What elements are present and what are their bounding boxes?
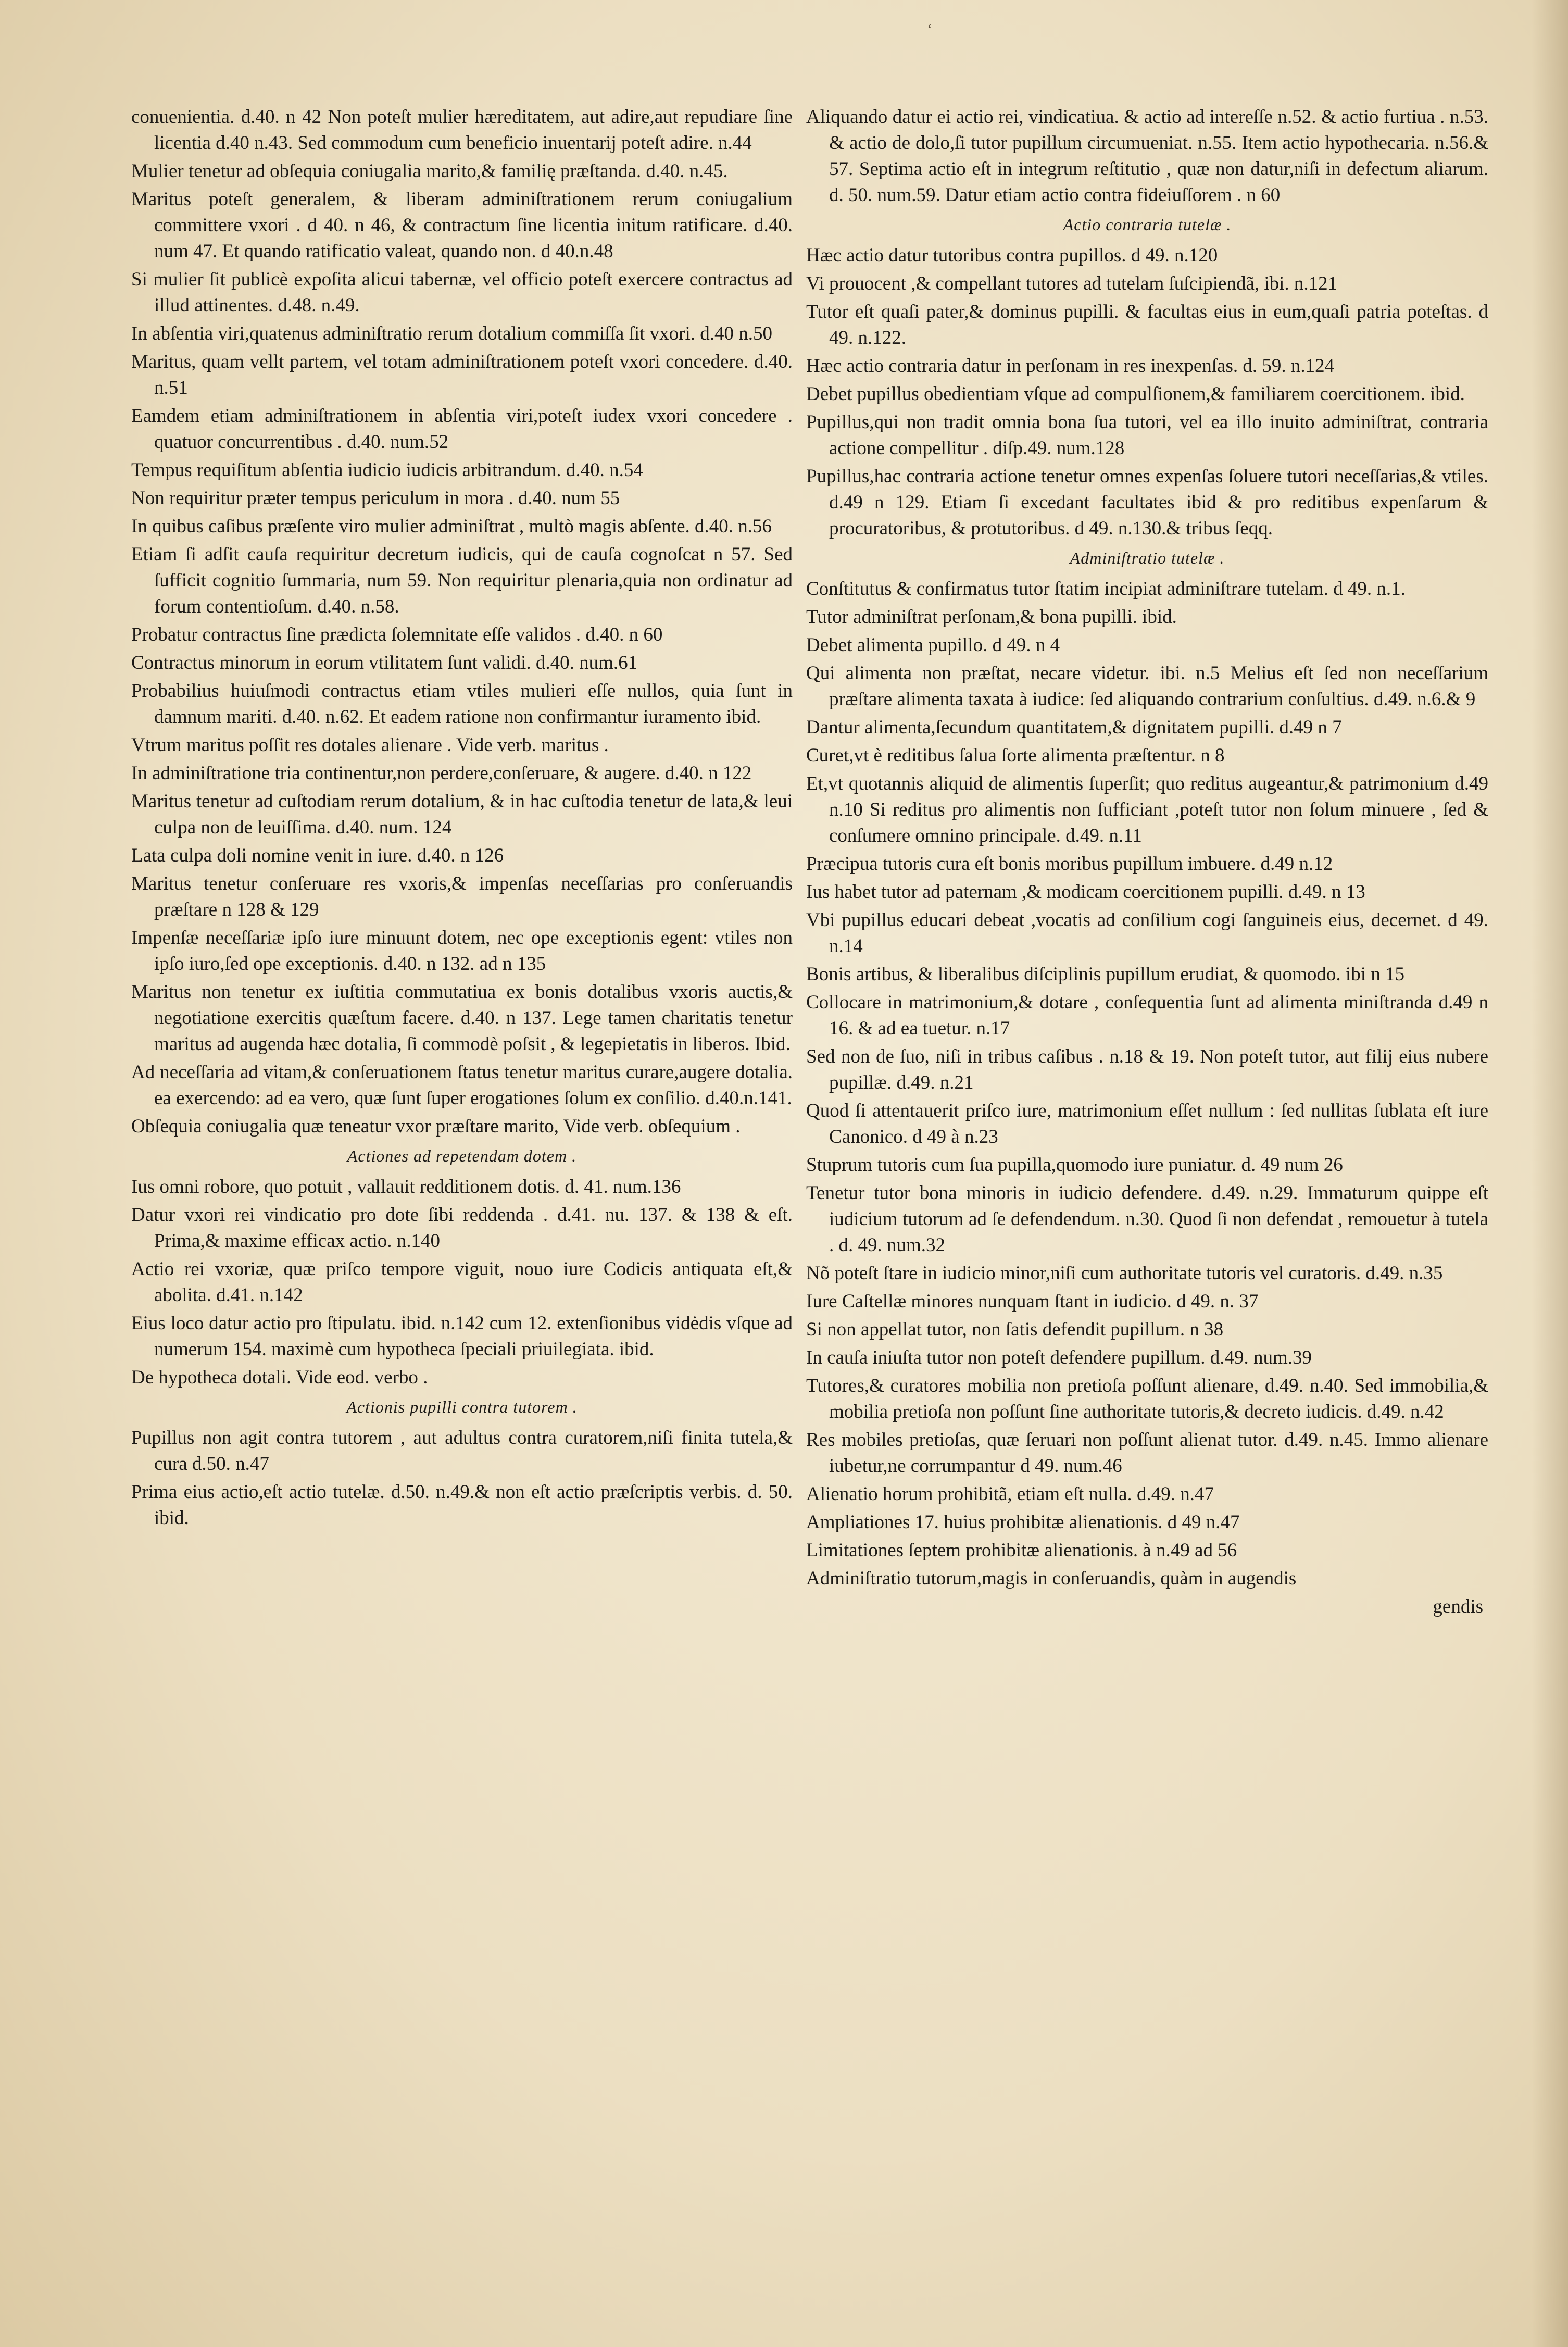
index-entry: Alienatio horum prohibitã, etiam eſt nulla. d.49. n.47 [806, 1483, 1214, 1505]
section-heading: Actionis pupilli contra tutorem . [346, 1397, 578, 1416]
index-entry: Maritus, quam vellt partem, vel totam adminiſtrationem poteſt vxori concedere. d.40. n.51 [131, 351, 793, 398]
index-entry: Iure Caſtellæ minores nunquam ſtant in iudicio. d 49. n. 37 [806, 1291, 1259, 1312]
index-entry: Mulier tenetur ad obſequia coniugalia marito,& familię præſtanda. d.40. n.45. [131, 160, 728, 182]
index-entry: Probatur contractus ſine prædicta ſolemnitate eſſe validos . d.40. n 60 [131, 624, 663, 645]
index-entry: Impenſæ neceſſariæ ipſo iure minuunt dotem, nec ope exceptionis egent: vtiles non ipſo iuro,ſed ope exceptionis. d.40. n 132. ad n 135 [131, 927, 793, 975]
index-entry: Actio rei vxoriæ, quæ priſco tempore viguit, nouo iure Codicis antiquata eſt,& abolita. d.41. n.142 [131, 1258, 793, 1306]
left-column [131, 104, 793, 1533]
catchword: gendis [1433, 1596, 1483, 1617]
index-entry: Dantur alimenta,ſecundum quantitatem,& dignitatem pupilli. d.49 n 7 [806, 717, 1342, 738]
index-entry: Stuprum tutoris cum ſua pupilla,quomodo iure puniatur. d. 49 num 26 [806, 1154, 1343, 1176]
index-entry: Lata culpa doli nomine venit in iure. d.40. n 126 [131, 845, 504, 866]
index-entry: Quod ſi attentauerit priſco iure, matrimonium eſſet nullum : ſed nullitas ſublata eſt iure Canonico. d 49 à n.23 [806, 1100, 1488, 1147]
index-entry: Vi prouocent ,& compellant tutores ad tutelam ſuſcipiendã, ibi. n.121 [806, 273, 1338, 294]
index-entry: conuenientia. d.40. n 42 Non poteſt mulier hæreditatem, aut adire,aut repudiare ſine licentia d.40 n.43. Sed commodum cum beneficio inuentarij poteſt adire. n.44 [131, 106, 793, 154]
section-heading: Actio contraria tutelæ . [1063, 215, 1232, 234]
index-entry: Curet,vt è reditibus ſalua ſorte alimenta præſtentur. n 8 [806, 745, 1225, 766]
index-entry: De hypotheca dotali. Vide eod. verbo . [131, 1367, 428, 1388]
index-entry: In adminiſtratione tria continentur,non perdere,conſeruare, & augere. d.40. n 122 [131, 763, 752, 784]
index-entry: Conſtitutus & confirmatus tutor ſtatim incipiat adminiſtrare tutelam. d 49. n.1. [806, 578, 1406, 600]
index-entry: Si mulier ſit publicè expoſita alicui tabernæ, vel officio poteſt exercere contractus ad illud attinentes. d.48. n.49. [131, 269, 793, 316]
index-entry: Ampliationes 17. huius prohibitæ alienationis. d 49 n.47 [806, 1512, 1240, 1533]
index-entry: In quibus caſibus præſente viro mulier adminiſtrat , multò magis abſente. d.40. n.56 [131, 516, 772, 537]
index-entry: Præcipua tutoris cura eſt bonis moribus pupillum imbuere. d.49 n.12 [806, 853, 1333, 875]
index-entry: Res mobiles pretioſas, quæ ſeruari non poſſunt alienat tutor. d.49. n.45. Immo alienare iubetur,ne corrumpantur d 49. num.46 [806, 1429, 1488, 1477]
index-entry: Etiam ſi adſit cauſa requiritur decretum iudicis, qui de cauſa cognoſcat n 57. Sed ſufficit cognitio ſummaria, num 59. Non requiritur plenaria,quia non ordinatur ad forum contentioſum. d.40. n.58. [131, 544, 793, 617]
index-entry: Probabilius huiuſmodi contractus etiam vtiles mulieri eſſe nullos, quia ſunt in damnum mariti. d.40. n.62. Et eadem ratione non confirmantur iuramento ibid. [131, 680, 793, 728]
index-entry: Tempus requiſitum abſentia iudicio iudicis arbitrandum. d.40. n.54 [131, 459, 643, 481]
index-entry: Hæc actio datur tutoribus contra pupillos. d 49. n.120 [806, 245, 1218, 266]
section-heading: Actiones ad repetendam dotem . [347, 1146, 577, 1165]
index-entry: Debet pupillus obedientiam vſque ad compulſionem,& familiarem coercitionem. ibid. [806, 383, 1465, 405]
right-column [806, 104, 1488, 1620]
index-entry: In abſentia viri,quatenus adminiſtratio rerum dotalium commiſſa ſit vxori. d.40 n.50 [131, 323, 773, 344]
index-entry: Debet alimenta pupillo. d 49. n 4 [806, 634, 1060, 656]
page-edge-shadow [1532, 0, 1568, 2347]
index-entry: Pupillus,hac contraria actione tenetur omnes expenſas ſoluere tutori neceſſarias,& vtiles. d.49 n 129. Etiam ſi excedant facultates ibid & pro reditibus expenſarum & procuratoribus, & protutoribus. d 49. n.130.& tribus ſeqq. [806, 466, 1488, 539]
index-entry: Ius habet tutor ad paternam ,& modicam coercitionem pupilli. d.49. n 13 [806, 881, 1365, 903]
index-entry: Adminiſtratio tutorum,magis in conſeruandis, quàm in augendis [806, 1568, 1297, 1589]
index-entry: Vtrum maritus poſſit res dotales alienare . Vide verb. maritus . [131, 734, 609, 756]
index-entry: Maritus tenetur conſeruare res vxoris,& impenſas neceſſarias pro conſeruandis præſtare n 128 & 129 [131, 873, 793, 920]
index-entry: Qui alimenta non præſtat, necare videtur. ibi. n.5 Melius eſt ſed non neceſſarium præſtare alimenta taxata à iudice: ſed aliquando contrarium conſultius. d.49. n.6.& 9 [806, 663, 1488, 710]
index-entry: Tenetur tutor bona minoris in iudicio defendere. d.49. n.29. Immaturum quippe eſt iudicium tutorum ad ſe defendendum. n.30. Quod ſi non defendat , remouetur à tutela . d. 49. num.32 [806, 1182, 1488, 1256]
index-entry: Nõ poteſt ſtare in iudicio minor,niſi cum authoritate tutoris vel curatoris. d.49. n.35 [806, 1263, 1443, 1284]
index-entry: Obſequia coniugalia quæ teneatur vxor præſtare marito, Vide verb. obſequium . [131, 1116, 741, 1137]
index-entry: Eius loco datur actio pro ſtipulatu. ibid. n.142 cum 12. extenſionibus vidėdis vſque ad numerum 154. maximè cum hypotheca ſpeciali priuilegiata. ibid. [131, 1313, 793, 1360]
index-entry: Bonis artibus, & liberalibus diſciplinis pupillum erudiat, & quomodo. ibi n 15 [806, 964, 1404, 985]
index-entry: Ius omni robore, quo potuit , vallauit redditionem dotis. d. 41. num.136 [131, 1176, 681, 1197]
index-entry: Tutores,& curatores mobilia non pretioſa poſſunt alienare, d.49. n.40. Sed immobilia,& mobilia pretioſa non poſſunt ſine authoritate tutoris,& decreto iudicis. d.49. n.42 [806, 1375, 1488, 1422]
index-entry: Pupillus non agit contra tutorem , aut adultus contra curatorem,niſi finita tutela,& cura d.50. n.47 [131, 1427, 793, 1475]
index-entry: Tutor eſt quaſi pater,& dominus pupilli. & facultas eius in eum,quaſi patria poteſtas. d 49. n.122. [806, 301, 1488, 348]
index-entry: Contractus minorum in eorum vtilitatem ſunt validi. d.40. num.61 [131, 652, 638, 673]
index-entry: Ad neceſſaria ad vitam,& conſeruationem ſtatus tenetur maritus curare,augere dotalia. ea exercendo: ad ea vero, quæ ſunt ſuper erogationes ſolum ex conſilio. d.40.n.141. [131, 1062, 793, 1109]
index-entry: Non requiritur præter tempus periculum in mora . d.40. num 55 [131, 488, 620, 509]
index-entry: Tutor adminiſtrat perſonam,& bona pupilli. ibid. [806, 606, 1177, 628]
index-entry: Sed non de ſuo, niſi in tribus caſibus . n.18 & 19. Non poteſt tutor, aut filij eius nubere pupillæ. d.49. n.21 [806, 1046, 1488, 1093]
index-entry: Datur vxori rei vindicatio pro dote ſibi reddenda . d.41. nu. 137. & 138 & eſt. Prima,& maxime efficax actio. n.140 [131, 1204, 793, 1252]
index-entry: Eamdem etiam adminiſtrationem in abſentia viri,poteſt iudex vxori concedere . quatuor concurrentibus . d.40. num.52 [131, 405, 793, 453]
index-entry: Maritus poteſt generalem, & liberam adminiſtrationem rerum coniugalium committere vxori . d 40. n 46, & contractum ſine licentia initum ratificare. d.40. num 47. Et quando ratificatio valeat, quando non. d 40.n.48 [131, 189, 793, 262]
stray-mark: ʻ [927, 21, 932, 38]
index-entry: Hæc actio contraria datur in perſonam in res inexpenſas. d. 59. n.124 [806, 355, 1335, 377]
index-entry: Vbi pupillus educari debeat ,vocatis ad conſilium cogi ſanguineis eius, decernet. d 49. n.14 [806, 909, 1488, 957]
index-entry: Aliquando datur ei actio rei, vindicatiua. & actio ad intereſſe n.52. & actio furtiua . n.53. & actio de dolo,ſi tutor pupillum circumueniat. n.55. Item actio hypothecaria. n.56.& 57. Septima actio eſt in integrum reſtitutio , quæ non datur,niſi in defectum aliarum. d. 50. num.59. Datur etiam actio contra fideiuſſorem . n 60 [806, 106, 1488, 206]
index-entry: Prima eius actio,eſt actio tutelæ. d.50. n.49.& non eſt actio præſcriptis verbis. d. 50. ibid. [131, 1481, 793, 1529]
index-entry: Si non appellat tutor, non ſatis defendit pupillum. n 38 [806, 1319, 1224, 1340]
index-entry: Limitationes ſeptem prohibitæ alienationis. à n.49 ad 56 [806, 1540, 1237, 1561]
index-entry: Et,vt quotannis aliquid de alimentis ſuperſit; quo reditus augeantur,& patrimonium d.49 n.10 Si reditus pro alimentis non ſufficiant ,poteſt tutor non ſolum minuere , ſed & conſumere omnino principale. d.49. n.11 [806, 773, 1488, 846]
index-entry: Maritus tenetur ad cuſtodiam rerum dotalium, & in hac cuſtodia tenetur de lata,& leui culpa non de leuiſſima. d.40. num. 124 [131, 791, 793, 838]
index-entry: Collocare in matrimonium,& dotare , conſequentia ſunt ad alimenta miniſtranda d.49 n 16. & ad ea tuetur. n.17 [806, 992, 1488, 1039]
index-entry: In cauſa iniuſta tutor non poteſt defendere pupillum. d.49. num.39 [806, 1347, 1312, 1368]
index-entry: Pupillus,qui non tradit omnia bona ſua tutori, vel ea illo inuito adminiſtrat, contraria actione compellitur . diſp.49. num.128 [806, 411, 1488, 459]
index-entry: Maritus non tenetur ex iuſtitia commutatiua ex bonis dotalibus vxoris auctis,& negotiatione exercitis quæſtum facere. d.40. n 137. Lege tamen charitatis tenetur maritus ad augenda hæc dotalia, ſi commodè poſsit , & legepietatis in liberos. Ibid. [131, 981, 793, 1055]
section-heading: Adminiſtratio tutelæ . [1070, 548, 1225, 567]
